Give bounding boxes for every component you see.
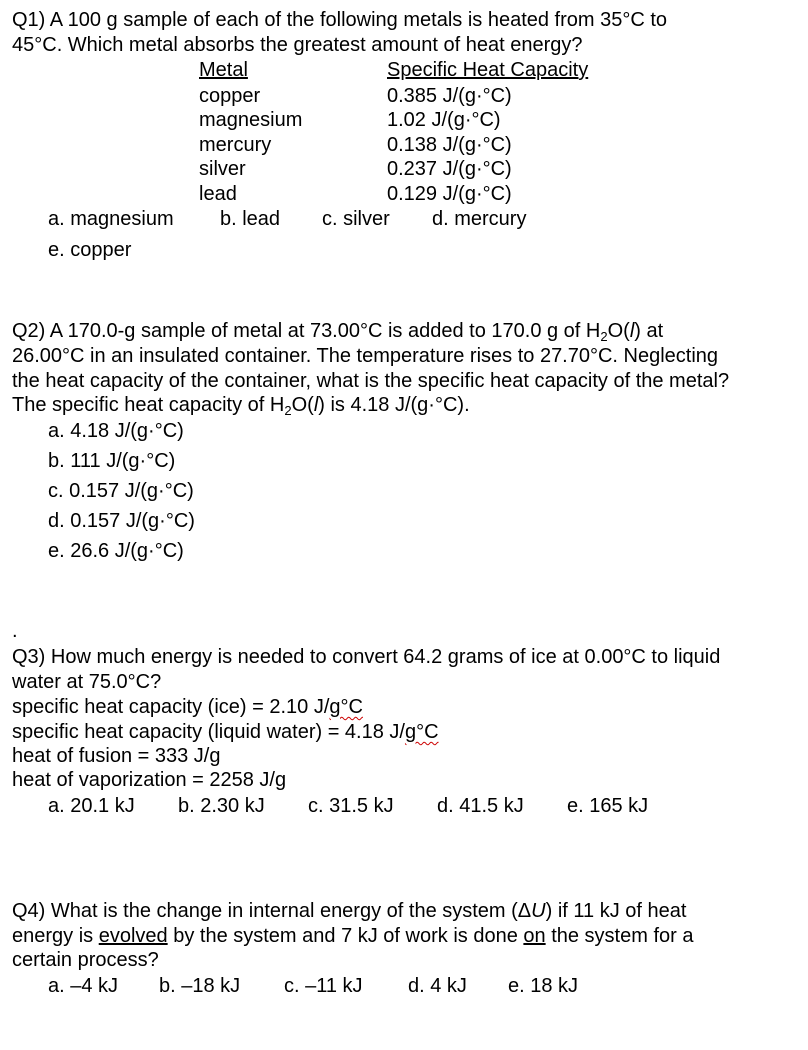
q1-table-header-shc: Specific Heat Capacity xyxy=(387,59,589,81)
q1-choice-c[interactable]: c. silver xyxy=(322,208,390,230)
q1-table-shc: 0.129 J/(g·°C) xyxy=(387,183,512,205)
q3-given-water: specific heat capacity (liquid water) = 4.18 J/g°C xyxy=(12,721,439,743)
q2-stem-line4: The specific heat capacity of $H_2O(l)$ is 4.18 J/(g·°C). xyxy=(12,394,470,418)
q4-stem-line2: energy is evolved by the system and 7 kJ of work is done on the system for a xyxy=(12,925,694,947)
q3-choice-e[interactable]: e. 165 kJ xyxy=(567,795,649,817)
q1-table-shc: 1.02 J/(g·°C) xyxy=(387,109,501,131)
q3-choice-d[interactable]: d. 41.5 kJ xyxy=(437,795,524,817)
q1-stem-line1: Q1) A 100 g sample of each of the following metals is heated from 35°C to xyxy=(12,9,668,31)
q2-stem-line3: the heat capacity of the container, what is the specific heat capacity of the metal? xyxy=(12,370,730,392)
q3-given-fusion: heat of fusion = 333 J/g xyxy=(12,745,221,767)
q4-choice-d[interactable]: d. 4 kJ xyxy=(408,975,467,997)
q4-stem-line3: certain process? xyxy=(12,949,159,971)
q1-table-shc: 0.138 J/(g·°C) xyxy=(387,134,512,156)
q1-table-shc: 0.237 J/(g·°C) xyxy=(387,158,512,180)
q3-choice-a[interactable]: a. 20.1 kJ xyxy=(48,795,135,817)
q1-choice-b[interactable]: b. lead xyxy=(220,208,281,230)
q1-table-metal: magnesium xyxy=(199,109,303,131)
q3-given-vaporization: heat of vaporization = 2258 J/g xyxy=(12,769,287,791)
q3-stem-line1: Q3) How much energy is needed to convert 64.2 grams of ice at 0.00°C to liquid xyxy=(12,646,721,668)
q3-choice-c[interactable]: c. 31.5 kJ xyxy=(308,795,394,817)
q2-choice-b[interactable]: b. 111 J/(g·°C) xyxy=(48,450,176,472)
q1-table-metal: mercury xyxy=(199,134,272,156)
q3-given-ice: specific heat capacity (ice) = 2.10 J/g°C xyxy=(12,696,363,718)
q4-choice-a[interactable]: a. –4 kJ xyxy=(48,975,119,997)
q3-stem-line2: water at 75.0°C? xyxy=(12,671,162,693)
q1-table-metal: silver xyxy=(199,158,246,180)
q2-choice-e[interactable]: e. 26.6 J/(g·°C) xyxy=(48,540,184,562)
q3-choice-b[interactable]: b. 2.30 kJ xyxy=(178,795,265,817)
q1-choice-d[interactable]: d. mercury xyxy=(432,208,527,230)
stray-dot: . xyxy=(12,620,18,642)
q1-table-shc: 0.385 J/(g·°C) xyxy=(387,85,512,107)
q4-choice-c[interactable]: c. –11 kJ xyxy=(284,975,363,997)
q4-choice-b[interactable]: b. –18 kJ xyxy=(159,975,241,997)
q2-choice-d[interactable]: d. 0.157 J/(g·°C) xyxy=(48,510,195,532)
q2-stem-line2: 26.00°C in an insulated container. The temperature rises to 27.70°C. Neglecting xyxy=(12,345,719,367)
q1-choice-e[interactable]: e. copper xyxy=(48,239,132,261)
q4-choice-e[interactable]: e. 18 kJ xyxy=(508,975,579,997)
q2-stem-line1: Q2) A 170.0-g sample of metal at 73.00°C is added to 170.0 g of $H_2O(l)$ at xyxy=(12,320,664,344)
q4-stem-line1: Q4) What is the change in internal energy of the system (ΔU) if 11 kJ of heat xyxy=(12,900,687,922)
q1-table-metal: lead xyxy=(199,183,237,205)
q1-table-metal: copper xyxy=(199,85,261,107)
q2-choice-a[interactable]: a. 4.18 J/(g·°C) xyxy=(48,420,184,442)
q1-choice-a[interactable]: a. magnesium xyxy=(48,208,174,230)
q1-table-header-metal: Metal xyxy=(199,59,248,81)
q1-stem-line2: 45°C. Which metal absorbs the greatest amount of heat energy? xyxy=(12,34,583,56)
q2-choice-c[interactable]: c. 0.157 J/(g·°C) xyxy=(48,480,194,502)
